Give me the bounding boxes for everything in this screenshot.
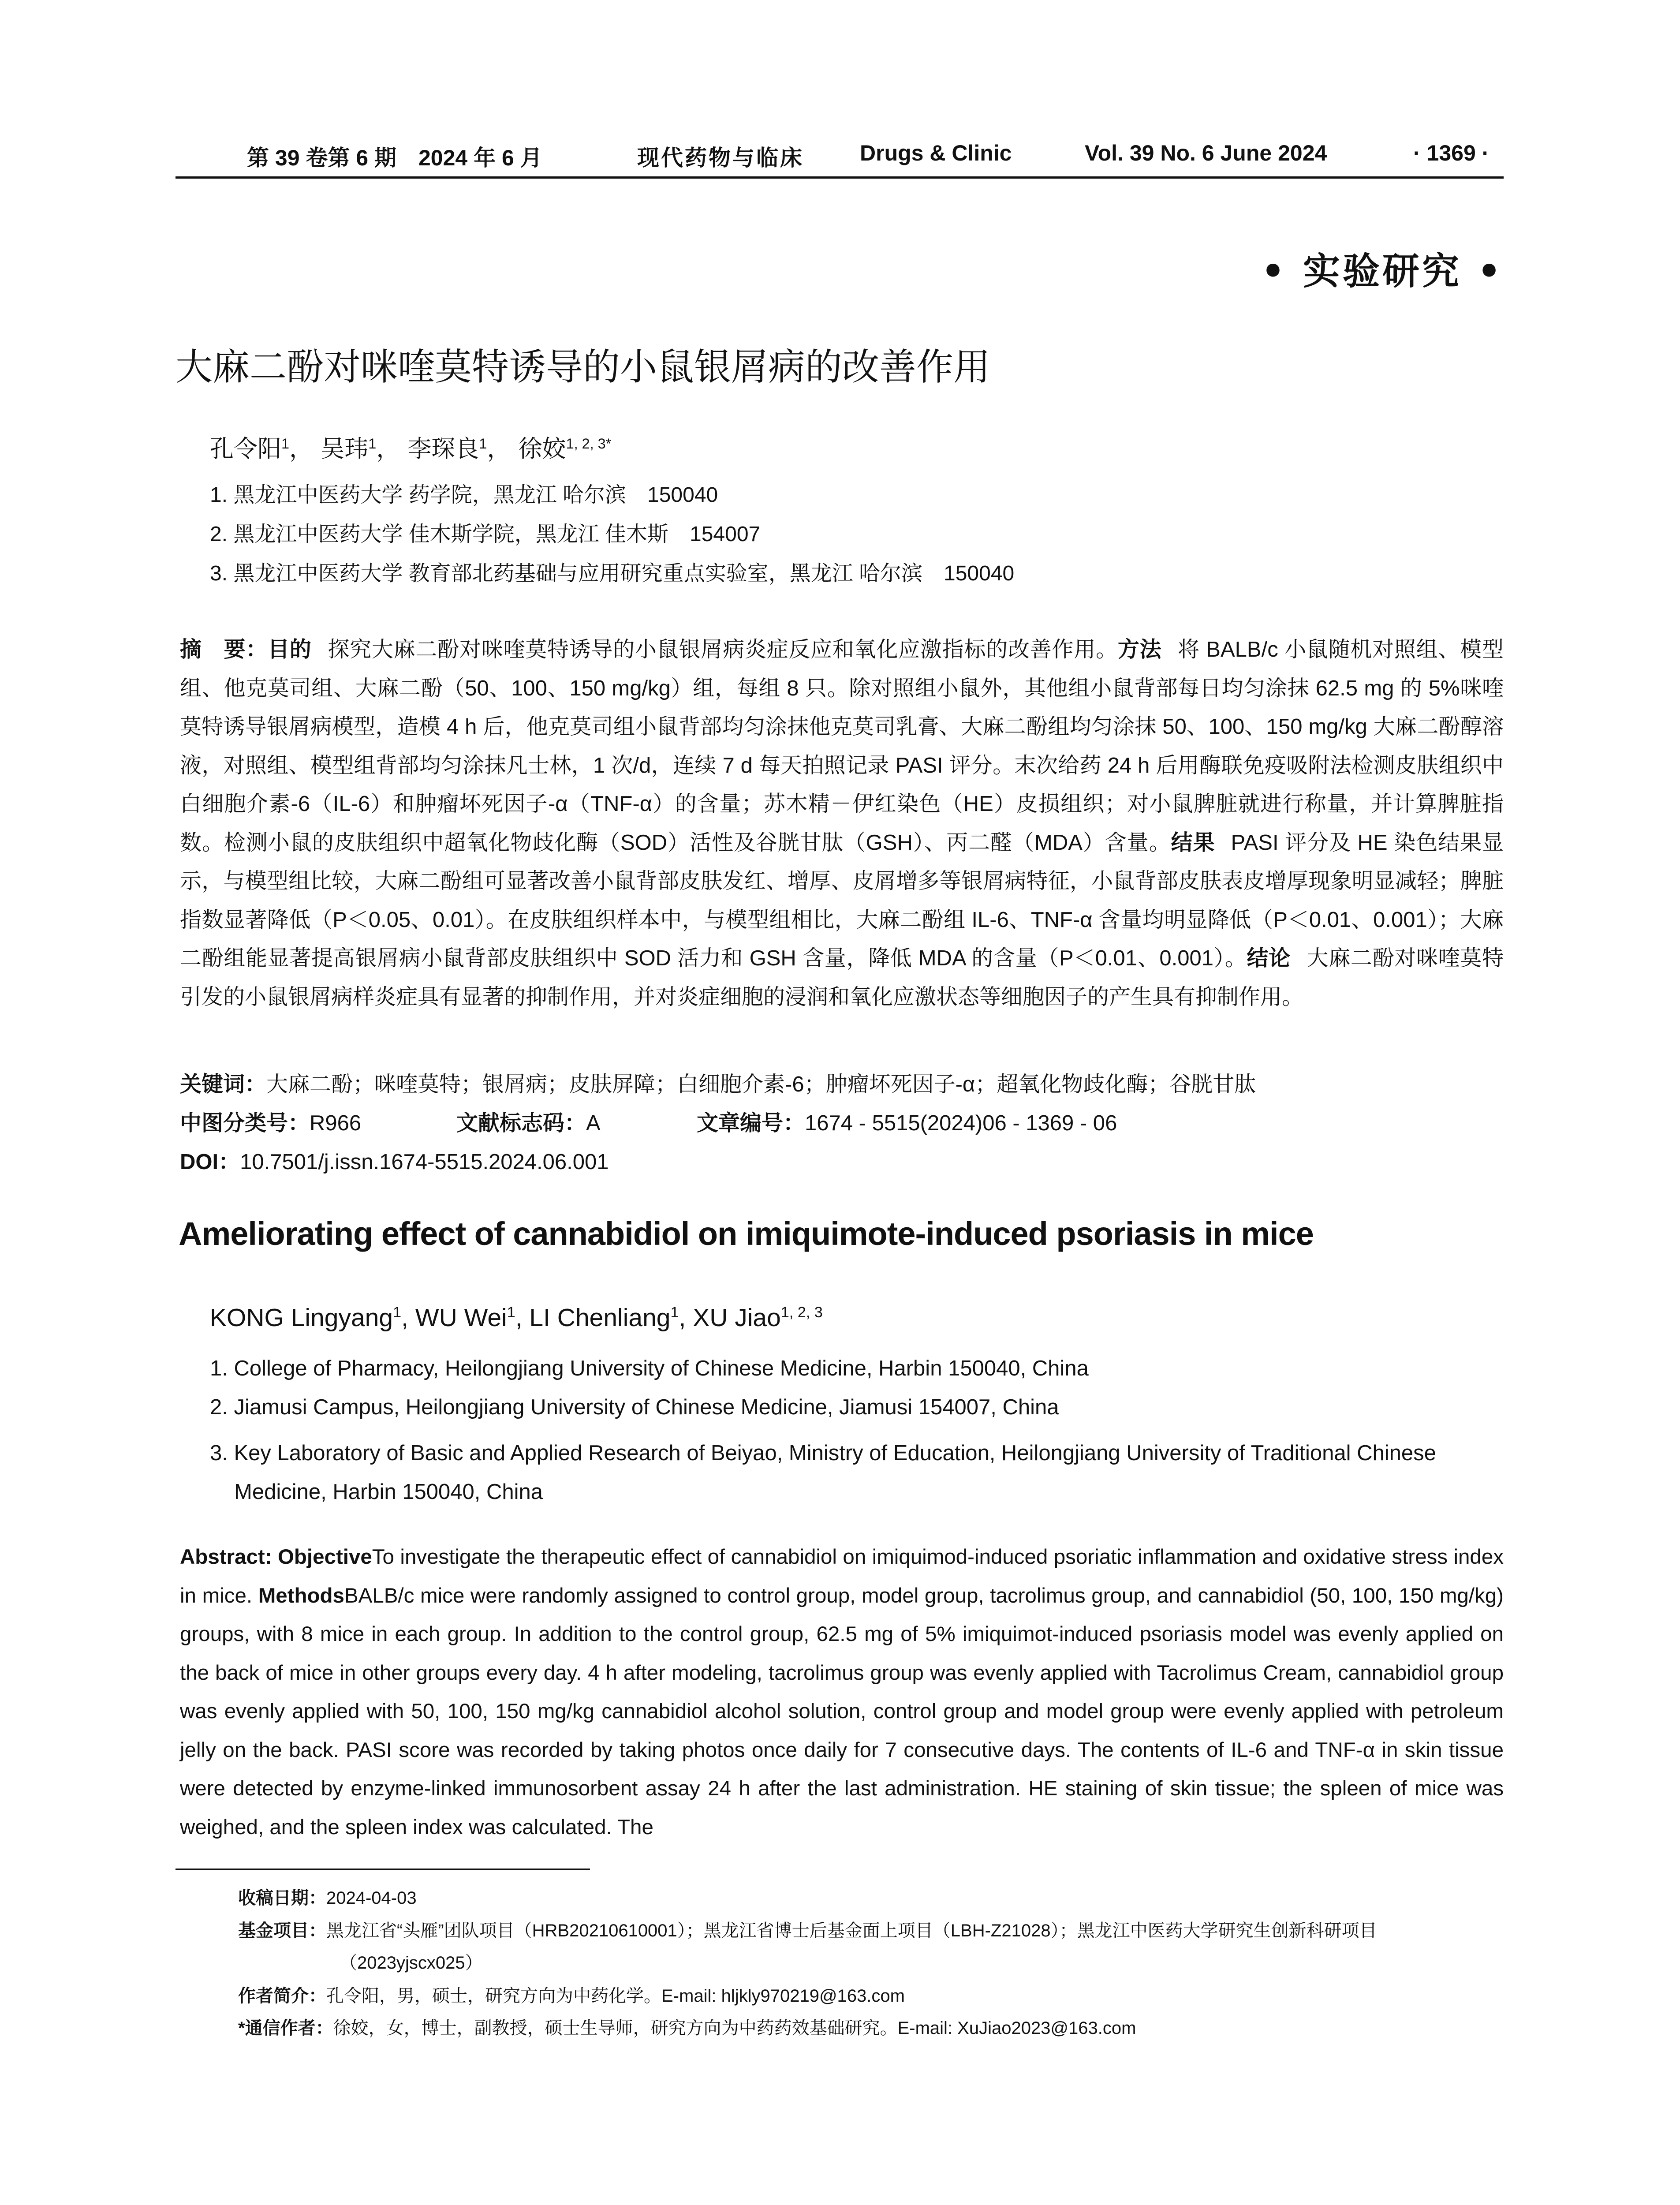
article-number: [697, 1106, 1117, 1137]
doi-label: DOI：: [180, 1150, 240, 1174]
methods-en-text: BALB/c mice were randomly assigned to control group, model group, tacrolimus group, and cannabidiol (50, 100, 150 mg/kg) groups, with 8 mice in each group. In addition to the control group, 62.5 mg of 5% imiquimot-induced psoriasis model was evenly applied on the back of mice in other groups every day. 4 h after modeling, tacrolimus group was evenly applied with Tacrolimus Cream, cannabidiol group was evenly applied with 50, 100, 150 mg/kg cannabidiol alcohol solution, control group and model group were evenly applied with petroleum jelly on the back. PASI score was recorded by taking photos once daily for 7 consecutive days. The contents of IL-6 and TNF-α in skin tissue were detected by enzyme-linked immunosorbent assay 24 h after the last administration. HE staining of skin tissue; the spleen of mice was weighed, and the spleen index was calculated. The: [180, 1584, 1504, 1839]
author-separator: ,: [679, 1304, 693, 1332]
header-rule: [175, 176, 1504, 179]
footnote-received: [238, 1882, 1504, 1914]
footnote-label: *通信作者：: [238, 2018, 333, 2038]
doi-value: 10.7501/j.issn.1674-5515.2024.06.001: [240, 1150, 609, 1174]
abstract-en: [180, 1538, 1504, 1846]
keywords-text: 大麻二酚；咪喹莫特；银屑病；皮肤屏障；白细胞介素-6；肿瘤坏死因子-α；超氧化物歧化酶；谷胱甘肽: [266, 1073, 1256, 1096]
footnote-text: 徐姣，女，博士，副教授，硕士生导师，研究方向为中药药效基础研究。E-mail: XuJiao2023@163.com: [333, 2018, 1136, 2038]
objective-en-text: To investigate the therapeutic effect of cannabidiol on imiquimod-induced psoriatic inflammation and oxidative stress index in mice.: [180, 1545, 1504, 1607]
footnote-label: 作者简介：: [238, 1986, 326, 2006]
results-cn-label: 结果: [1171, 830, 1215, 855]
methods-cn-label: 方法: [1117, 638, 1162, 662]
author-cn-sup: 1: [479, 436, 487, 452]
author-en-sup: 1: [670, 1304, 679, 1321]
footnote-rule: [175, 1869, 590, 1870]
conclusion-cn-text: 大麻二酚对咪喹莫特引发的小鼠银屑病样炎症具有显著的抑制作用，并对炎症细胞的浸润和氧化应激状态等细胞因子的产生具有抑制作用。: [180, 946, 1504, 1009]
author-cn-name: 徐姣: [518, 435, 566, 463]
title-cn: 大麻二酚对咪喹莫特诱导的小鼠银屑病的改善作用: [175, 346, 991, 388]
footnote-author-bio: [238, 1980, 1504, 2012]
authors-cn: [210, 430, 611, 464]
author-separator: ，: [289, 435, 314, 463]
clc-label: 中图分类号：: [180, 1111, 310, 1135]
author-separator: ,: [515, 1304, 530, 1332]
abstract-cn-label: 摘 要：: [180, 638, 268, 662]
author-en-name: WU Wei: [415, 1304, 507, 1332]
footnote-text: 黑龙江省“头雁”团队项目（HRB20210610001）；黑龙江省博士后基金面上项目（LBH-Z21028）；黑龙江中医药大学研究生创新科研项目（2023yjscx025）: [326, 1921, 1377, 1973]
document-code-value: A: [586, 1111, 601, 1135]
affiliation-cn-1: 1. 黑龙江中医药大学 药学院，黑龙江 哈尔滨 150040: [210, 483, 718, 507]
affiliation-en-3: 3. Key Laboratory of Basic and Applied Research of Beiyao, Ministry of Education, Heilongjiang University of Traditional Chinese Medicine, Harbin 150040, China: [210, 1441, 1436, 1504]
doi: [180, 1145, 609, 1176]
author-en-name: LI Chenliang: [529, 1304, 671, 1332]
keywords-label: 关键词：: [180, 1073, 267, 1096]
author-cn-name: 吴玮: [321, 435, 369, 463]
author-en-name: KONG Lingyang: [210, 1304, 393, 1332]
clc-value: R966: [310, 1111, 362, 1135]
author-separator: ,: [401, 1304, 415, 1332]
methods-cn-text: 将 BALB/c 小鼠随机对照组、模型组、他克莫司组、大麻二酚（50、100、150 mg/kg）组，每组 8 只。除对照组小鼠外，其他组小鼠背部每日均匀涂抹 62.5 mg 的 5%咪喹莫特诱导银屑病模型，造模 4 h 后，他克莫司组小鼠背部均匀涂抹他克莫司乳膏、大麻二酚组均匀涂抹 50、100、150 mg/kg 大麻二酚醇溶液，对照组、模型组背部均匀涂抹凡士林，1 次/d，连续 7 d 每天拍照记录 PASI 评分。末次给药 24 h 后用酶联免疫吸附法检测皮肤组织中白细胞介素-6（IL-6）和肿瘤坏死因子-α（TNF-α）的含量；苏木精－伊红染色（HE）皮损组织；对小鼠脾脏就进行称量，并计算脾脏指数。检测小鼠的皮肤组织中超氧化物歧化酶（SOD）活性及谷胱甘肽（GSH）、丙二醛（MDA）含量。: [180, 638, 1504, 855]
article-number-value: 1674 - 5515(2024)06 - 1369 - 06: [805, 1111, 1117, 1135]
author-separator: ，: [376, 435, 400, 463]
footnote-text: 孔令阳，男，硕士，研究方向为中药化学。E-mail: hljkly970219@163.com: [326, 1986, 905, 2006]
abstract-cn: [180, 631, 1504, 1017]
affiliation-cn-3: 3. 黑龙江中医药大学 教育部北药基础与应用研究重点实验室，黑龙江 哈尔滨 150040: [210, 562, 1015, 585]
objective-cn-text: 探究大麻二酚对咪喹莫特诱导的小鼠银屑病炎症反应和氧化应激指标的改善作用。: [327, 638, 1118, 662]
section-tag: • 实验研究 •: [1261, 249, 1504, 293]
footnote-label: 收稿日期：: [238, 1888, 326, 1908]
author-en-name: XU Jiao: [693, 1304, 781, 1332]
header-volume-en: Vol. 39 No. 6 June 2024: [1085, 141, 1327, 165]
clc-number: [180, 1106, 361, 1137]
keywords-cn: [180, 1067, 1256, 1098]
conclusion-cn-label: 结论: [1247, 946, 1291, 970]
author-en-sup: 1: [507, 1304, 515, 1321]
title-en: Ameliorating effect of cannabidiol on imiquimote-induced psoriasis in mice: [179, 1215, 1314, 1252]
abstract-en-label: Abstract:: [180, 1545, 272, 1569]
author-cn-sup: 1, 2, 3*: [566, 436, 612, 452]
footnote-corresponding: [238, 2012, 1504, 2044]
author-cn-sup: 1: [368, 436, 377, 452]
affiliation-en-1: 1. College of Pharmacy, Heilongjiang University of Chinese Medicine, Harbin 150040, China: [210, 1357, 1089, 1380]
header-journal-cn: 现代药物与临床: [637, 145, 804, 171]
footnote-text: 2024-04-03: [326, 1888, 417, 1908]
author-en-sup: 1: [393, 1304, 402, 1321]
header-page-number: · 1369 ·: [1413, 141, 1490, 165]
article-number-label: 文章编号：: [697, 1111, 805, 1135]
objective-en-label: Objective: [277, 1545, 372, 1569]
objective-cn-label: 目的: [268, 638, 312, 662]
header-volume-issue: 第 39 卷第 6 期 2024 年 6 月: [247, 146, 542, 170]
document-code-label: 文献标志码：: [456, 1111, 586, 1135]
author-en-sup: 1, 2, 3: [780, 1304, 823, 1321]
author-cn-name: 孔令阳: [210, 435, 281, 463]
author-cn-name: 李琛良: [407, 435, 479, 463]
author-cn-sup: 1: [281, 436, 290, 452]
document-code: [456, 1106, 601, 1137]
footnote-funding: [238, 1915, 1504, 1979]
methods-en-label: Methods: [258, 1584, 344, 1607]
affiliation-en-2: 2. Jiamusi Campus, Heilongjiang University of Chinese Medicine, Jiamusi 154007, China: [210, 1395, 1059, 1419]
author-separator: ，: [487, 435, 511, 463]
results-cn-text: PASI 评分及 HE 染色结果显示，与模型组比较，大麻二酚组可显著改善小鼠背部皮肤发红、增厚、皮屑增多等银屑病特征，小鼠背部皮肤表皮增厚现象明显减轻；脾脏指数显著降低（P＜0.05、0.01）。在皮肤组织样本中，与模型组相比，大麻二酚组 IL-6、TNF-α 含量均明显降低（P＜0.01、0.001）；大麻二酚组能显著提高银屑病小鼠背部皮肤组织中 SOD 活力和 GSH 含量，降低 MDA 的含量（P＜0.01、0.001）。: [180, 830, 1504, 970]
authors-en: [210, 1303, 823, 1332]
header-journal-en: Drugs & Clinic: [860, 141, 1012, 165]
footnote-label: 基金项目：: [238, 1921, 326, 1940]
affiliation-cn-2: 2. 黑龙江中医药大学 佳木斯学院，黑龙江 佳木斯 154007: [210, 523, 761, 546]
